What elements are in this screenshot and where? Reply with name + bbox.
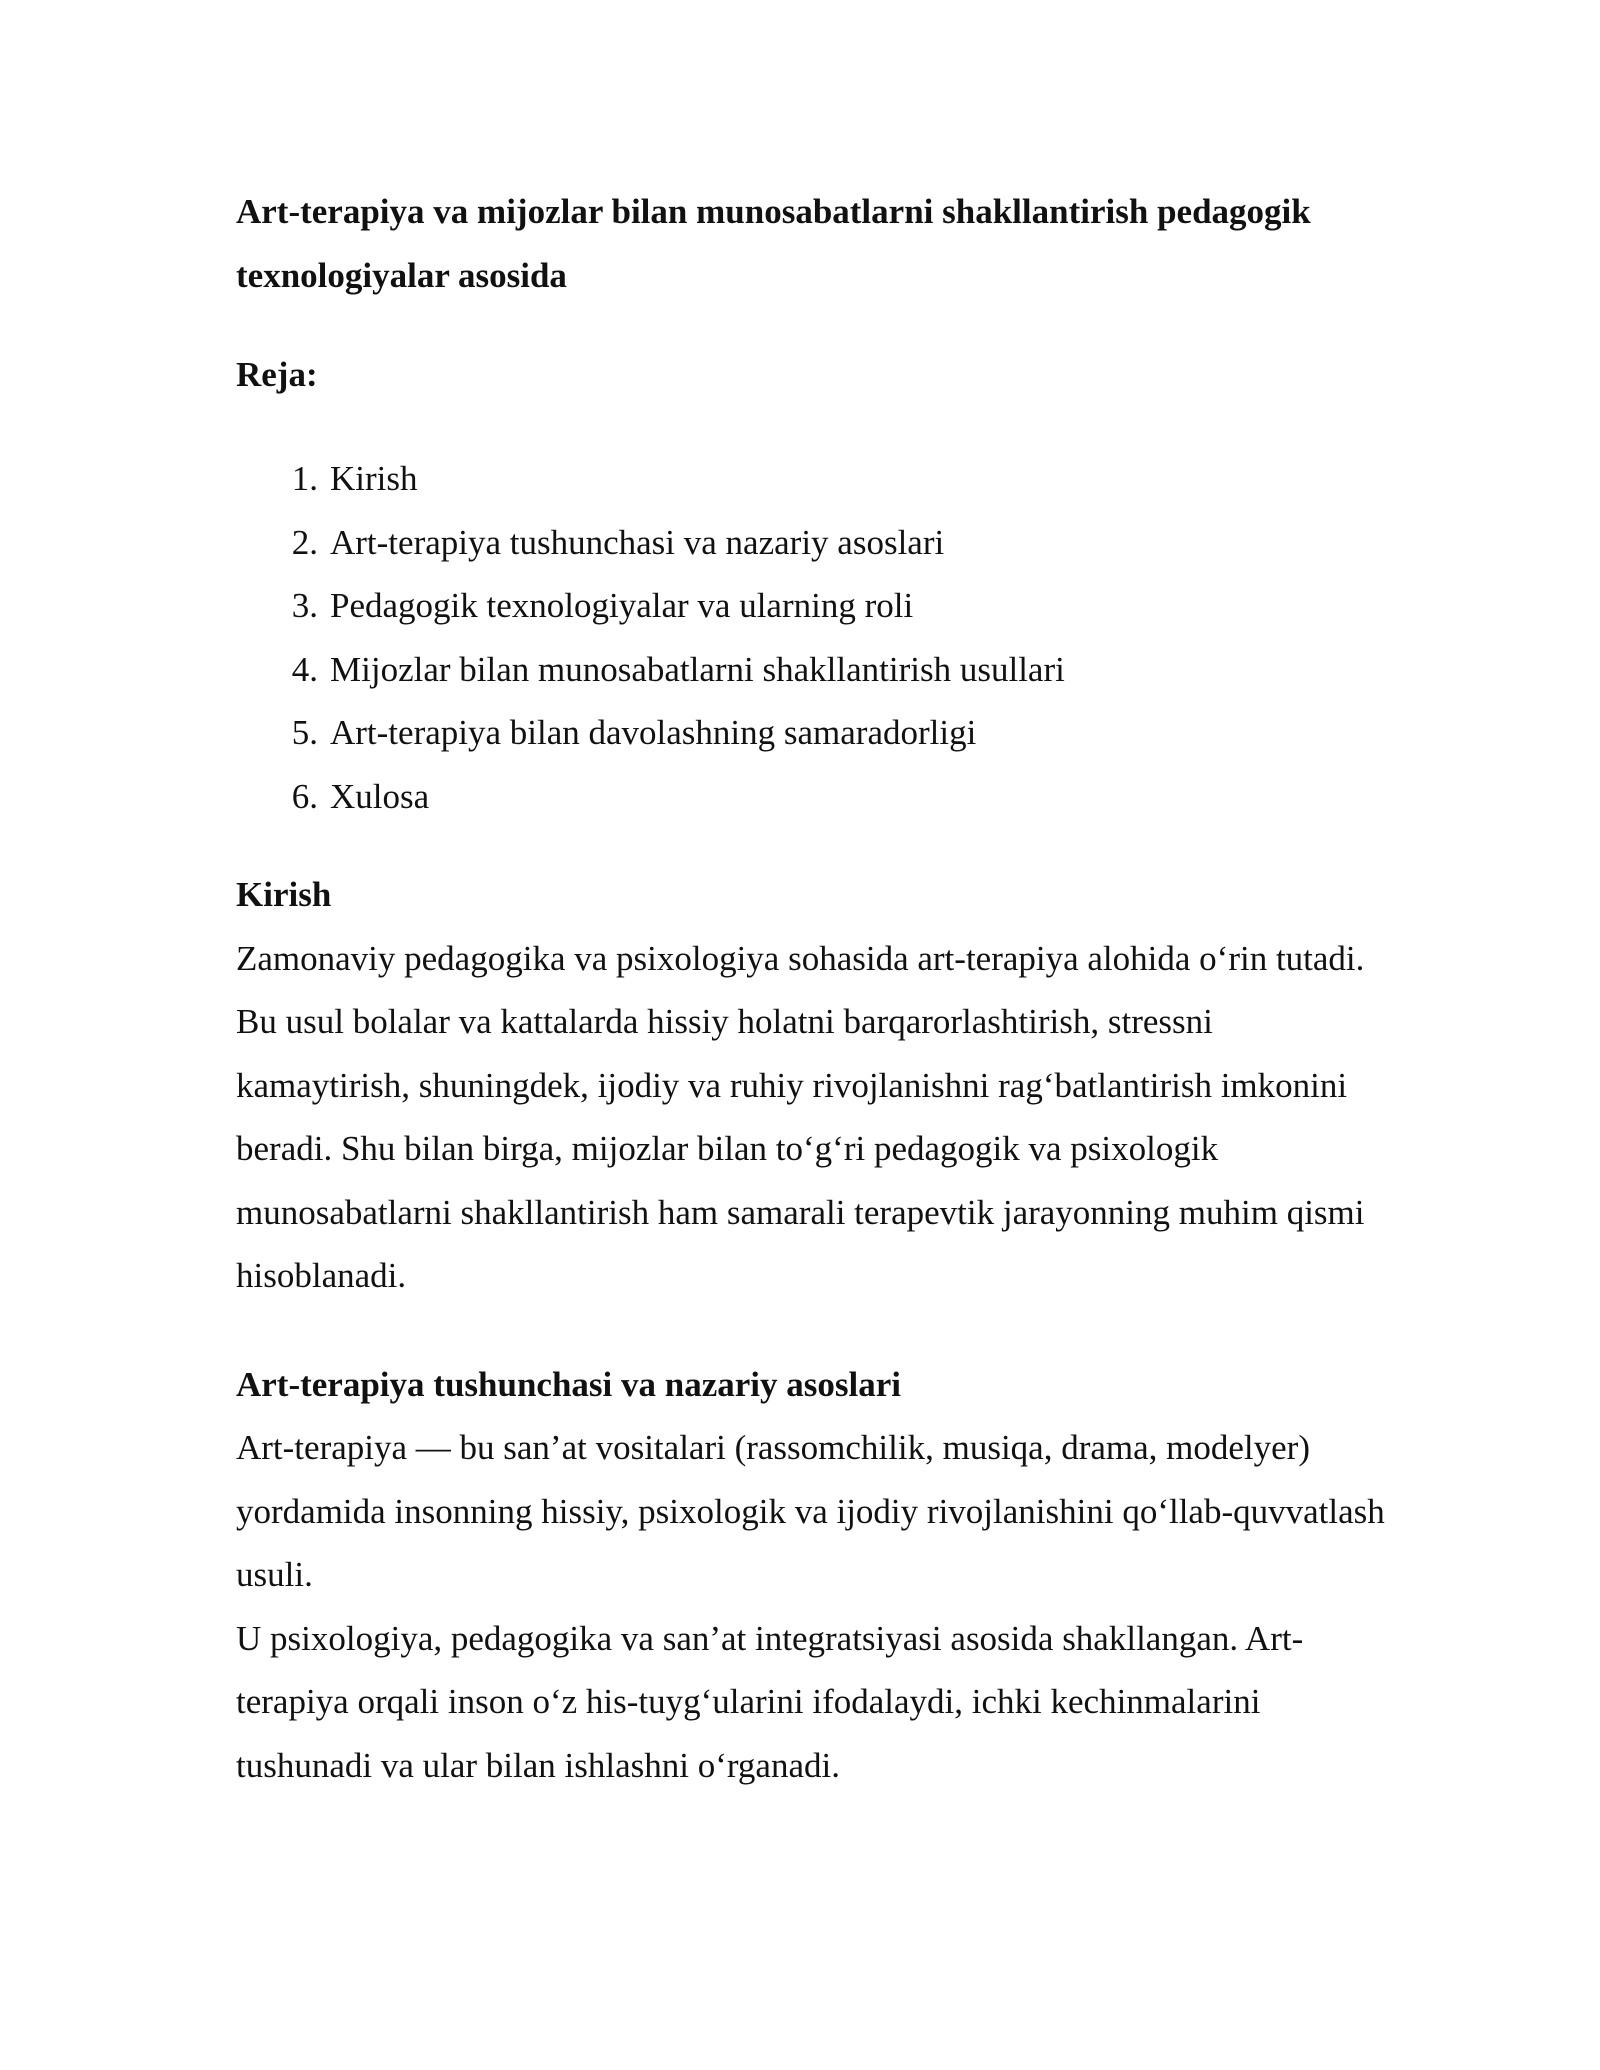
section-paragraph: Art-terapiya — bu san’at vositalari (rassomchilik, musiqa, drama, modelyer) yordamida insonning hissiy, psixologik va ijodiy rivojlanishini qo‘llab-quvvatlash usuli. — [236, 1428, 1385, 1594]
plan-item-art-terapiya-tushunchasi — [236, 511, 1386, 575]
plan-item-text: Xulosa — [330, 776, 430, 816]
section-heading: Art-terapiya tushunchasi va nazariy asoslari — [236, 1364, 901, 1404]
section-paragraph: Zamonaviy pedagogika va psixologiya sohasida art-terapiya alohida o‘rin tutadi. Bu usul bolalar va kattalarda hissiy holatni barqarorlashtirish, stressni kamaytirish, shuningdek, ijodiy va ruhiy rivojlanishni rag‘batlantirish imkonini beradi. Shu bilan birga, mijozlar bilan to‘g‘ri pedagogik va psixologik munosabatlarni shakllantirish ham samarali terapevtik jarayonning muhim qismi hisoblanadi. — [236, 938, 1365, 1295]
plan-item-xulosa — [236, 765, 1386, 829]
plan-item-number: 4. — [291, 649, 318, 689]
section-heading: Kirish — [236, 875, 332, 914]
plan-heading: Reja: — [236, 355, 318, 394]
plan-item-pedagogik-texnologiyalar — [236, 574, 1386, 638]
plan-item-number: 2. — [291, 522, 318, 562]
document-title: Art-terapiya va mijozlar bilan munosabatlarni shakllantirish pedagogik texnologiyalar asosida — [236, 192, 1311, 295]
plan-item-text: Art-terapiya tushunchasi va nazariy asoslari — [330, 522, 945, 562]
plan-item-munosabatlar-usullari — [236, 638, 1386, 702]
plan-item-samaradorlik — [236, 701, 1386, 765]
plan-item-number: 3. — [291, 586, 318, 625]
section-art-terapiya-tushunchasi — [236, 1353, 1386, 1798]
plan-item-text: Kirish — [330, 459, 418, 498]
plan-item-kirish — [236, 447, 1386, 511]
plan-item-number: 6. — [291, 776, 318, 816]
section-kirish — [236, 863, 1386, 1308]
plan-item-text: Pedagogik texnologiyalar va ularning roli — [330, 586, 914, 625]
plan-item-text: Art-terapiya bilan davolashning samaradorligi — [330, 713, 977, 752]
plan-item-text: Mijozlar bilan munosabatlarni shakllantirish usullari — [330, 649, 1065, 689]
plan-list — [236, 447, 1386, 828]
section-paragraph: U psixologiya, pedagogika va san’at integratsiyasi asosida shakllangan. Art-terapiya orqali inson o‘z his-tuyg‘ularini ifodalaydi, ichki kechinmalarini tushunadi va ular bilan ishlashni o‘rganadi. — [236, 1618, 1304, 1785]
document-page — [236, 180, 1386, 1797]
plan-item-number: 1. — [291, 459, 318, 498]
plan-item-number: 5. — [291, 713, 318, 752]
